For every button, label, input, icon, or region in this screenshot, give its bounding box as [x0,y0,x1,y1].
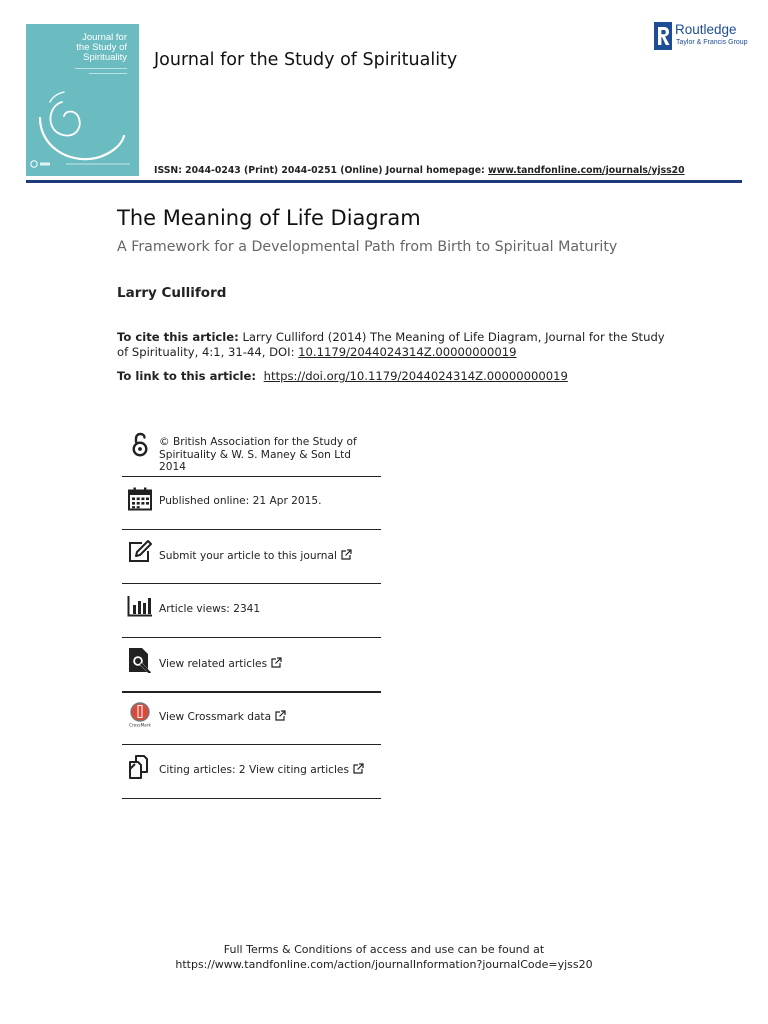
terms-footer [0,942,768,972]
related-text: View related articles [159,658,268,670]
issn-text: ISSN: 2044-0243 (Print) 2044-0251 (Online) Journal homepage: [154,165,485,176]
search-document-icon [127,647,153,673]
article-link-line [117,369,568,383]
external-link-icon [271,657,282,668]
citing-row[interactable] [122,745,381,799]
crossmark-link[interactable] [159,710,286,724]
published-row [122,477,381,530]
open-access-icon [127,432,153,458]
cover-title-line: Spirituality [83,52,127,63]
citing-documents-icon [127,754,153,780]
article-author: Larry Culliford [117,285,227,301]
related-row[interactable] [122,638,381,693]
issn-line [154,165,685,176]
external-link-icon [341,549,352,560]
cite-text: Larry Culliford (2014) The Meaning of Life Diagram, Journal for the Study of Spirituality, 4:1, 31-44, DOI: [117,330,665,359]
publisher-name: Routledge [675,22,737,37]
journal-cover [26,24,139,176]
header-divider [26,180,742,183]
cover-publisher-logo [30,160,134,168]
copyright-text [159,436,381,474]
cover-title [37,33,127,63]
article-meta-list [122,425,381,799]
submit-text: Submit your article to this journal [159,550,337,562]
journal-title: Journal for the Study of Spirituality [154,50,458,70]
related-link[interactable] [159,657,282,671]
routledge-logo[interactable] [654,22,746,50]
article-doi-link[interactable]: https://doi.org/10.1179/2044024314Z.00000000019 [263,369,568,383]
citing-text: Citing articles: 2 View citing articles [159,764,349,776]
copyright-line: © British Association for the Study of [159,436,357,448]
crossmark-icon [127,702,153,728]
cover-rule [75,68,127,69]
citing-link[interactable] [159,763,364,777]
edit-icon [127,539,153,565]
terms-url[interactable]: https://www.tandfonline.com/action/journalInformation?journalCode=yjss20 [175,958,593,971]
copyright-line: Spirituality & W. S. Maney & Son Ltd 2014 [159,448,352,474]
cover-rule [89,73,127,74]
views-row [122,584,381,638]
publisher-group: Taylor & Francis Group [676,39,748,46]
submit-row[interactable] [122,530,381,584]
bar-chart-icon [127,592,153,618]
article-subtitle: A Framework for a Developmental Path from Birth to Spiritual Maturity [117,239,618,255]
journal-homepage-link[interactable]: www.tandfonline.com/journals/yjss20 [488,165,685,176]
published-text: Published online: 21 Apr 2015. [159,495,322,507]
crossmark-icon-label: CrossMark [129,722,151,728]
calendar-icon [127,486,153,512]
crossmark-row[interactable] [122,693,381,745]
terms-line: Full Terms & Conditions of access and use can be found at [223,943,545,956]
cite-doi-link[interactable]: 10.1179/2044024314Z.00000000019 [298,345,517,359]
copyright-row [122,425,381,477]
cover-title-line: Journal for [82,32,127,43]
crossmark-text: View Crossmark data [159,711,272,723]
routledge-r-icon [654,22,672,50]
external-link-icon [275,710,286,721]
cover-title-line: the Study of [76,42,127,53]
views-text: Article views: 2341 [159,603,261,615]
cite-label: To cite this article: [117,330,239,344]
article-title: The Meaning of Life Diagram [117,206,421,230]
link-label: To link to this article: [117,369,256,383]
submit-link[interactable] [159,549,352,563]
citation-block [117,330,677,360]
external-link-icon [353,763,364,774]
